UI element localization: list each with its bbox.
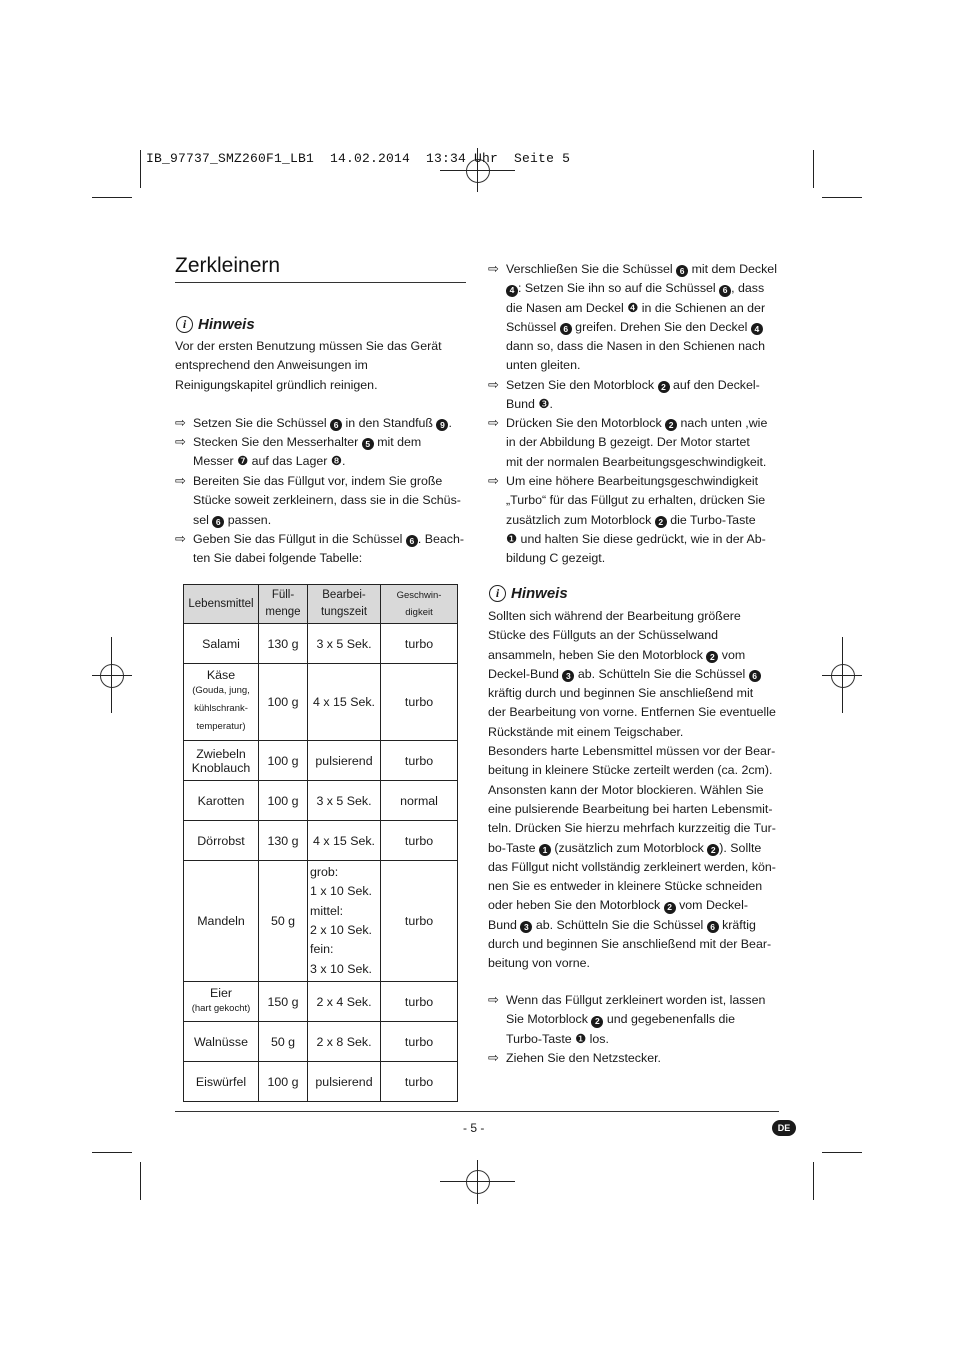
step-item [488,1049,801,1068]
time-cell: 3 x 5 Sek. [308,781,381,821]
left-note-heading-text: Hinweis [198,316,255,333]
title-divider [175,282,466,283]
food-name: Knoblauch [191,760,251,775]
part-number-badge: 2 [591,1016,603,1028]
info-icon: i [489,585,506,602]
food-name: Käse [206,668,236,682]
amount-cell: 100 g [259,1062,308,1102]
registration-line [440,1181,515,1182]
text-line: Besonders harte Lebensmittel müssen vor der Bear- [488,744,776,759]
text-line: teln. Drücken Sie hierzu mehrfach kurzzeitig die Tur- [488,821,776,836]
amount-cell: 100 g [259,741,308,781]
part-number-badge: 4 [506,285,518,297]
time-line: mittel: [310,903,344,918]
food-name: Eier [209,985,233,1000]
time-cell [308,861,381,982]
amount-cell: 50 g [259,861,308,982]
time-cell: 2 x 4 Sek. [308,982,381,1022]
right-note-heading [489,585,568,602]
step-item [488,260,801,376]
step-item [488,414,801,472]
time-line: fein: [310,942,334,957]
text-line: ansammeln, heben Sie den Motorblock 2 vom [488,647,746,662]
registration-line [92,675,132,676]
table-row [184,1062,458,1102]
part-number-badge: 9 [436,419,448,431]
text-line: Drücken Sie den Motorblock 2 nach unten ,wie [506,416,768,430]
speed-cell: turbo [381,982,458,1022]
text-line: unten gleiten. [506,358,581,373]
text-line: Bereiten Sie das Füllgut vor, indem Sie große [193,474,443,488]
food-cell: Dörrobst [184,821,259,861]
text-line: das Füllgut nicht vollständig zerkleinert werden, kön- [488,859,776,874]
registration-line [477,1160,478,1204]
right-note-heading-text: Hinweis [511,585,568,602]
text-line: zusätzlich zum Motorblock 2 die Turbo-Taste [506,512,756,527]
part-number-badge: 3 [562,670,574,682]
text-line: Ansonsten kann der Motor blockieren. Wählen Sie [488,782,764,797]
food-cell: Walnüsse [184,1022,259,1062]
food-note: temperatur) [196,721,246,732]
step-item [488,376,801,415]
text-line: nen Sie es entweder in kleinere Stücke schneiden [488,879,763,894]
text-line: der Bearbeitung von vorne. Entfernen Sie eventuelle [488,705,776,720]
part-number-badge: 2 [706,651,718,663]
table-row [184,982,458,1022]
registration-mark-icon [831,664,855,688]
text-line: Setzen Sie die Schüssel 6 in den Standfuß 9 . [193,416,452,430]
food-name: Zwiebeln [196,746,246,761]
registration-line [440,170,515,171]
print-header: IB_97737_SMZ260F1_LB1 14.02.2014 13:34 Uhr Seite 5 [146,151,571,166]
page-number: - 5 - [463,1121,485,1135]
language-badge: DE [772,1120,796,1136]
text-line: „Turbo“ für das Füllgut zu erhalten, drücken Sie [506,493,766,508]
step-item [488,472,801,568]
text-line: bo-Taste 1 (zusätzlich zum Motorblock 2 ). Sollte [488,840,762,855]
table-row [184,624,458,664]
part-number-badge: 2 [707,844,719,856]
table-row [184,664,458,741]
text-line: Ziehen Sie den Netzstecker. [506,1051,661,1065]
arrow-right-icon: ⇨ [488,377,499,392]
text-line: durch und beginnen Sie anschließend mit der Bear- [488,937,772,952]
text-line: Turbo-Taste ❶ los. [506,1031,609,1046]
text-line: Stücke soweit zerkleinern, dass sie in die Schüs- [193,493,461,508]
registration-mark-icon [466,1170,490,1194]
column-header [308,585,381,624]
text-line: Messer ❼ auf das Lager ❽. [193,454,346,469]
page-title: Zerkleinern [175,254,281,277]
food-cell [184,664,259,741]
part-number-badge: 2 [664,902,676,914]
part-number-badge: 3 [520,921,532,933]
part-number-badge: 6 [719,285,731,297]
arrow-right-icon: ⇨ [488,992,499,1007]
arrow-right-icon: ⇨ [488,261,499,276]
table-row [184,861,458,982]
text-line: Um eine höhere Bearbeitungsgeschwindigkeit [506,474,759,488]
speed-cell: turbo [381,1022,458,1062]
crop-mark [813,1162,814,1200]
step-item [175,472,483,530]
table-row [184,781,458,821]
text-line: Stücke des Füllguts an der Schüsselwand [488,628,719,643]
arrow-right-icon: ⇨ [175,415,186,430]
processing-table [183,584,458,1102]
crop-mark [813,150,814,188]
text-line: mit der normalen Bearbeitungsgeschwindigkeit. [506,454,767,469]
part-number-badge: 6 [560,323,572,335]
crop-mark [140,150,141,188]
text-line: Reinigungskapitel gründlich reinigen. [175,377,378,392]
food-cell: Eiswürfel [184,1062,259,1102]
amount-cell: 130 g [259,821,308,861]
part-number-badge: 6 [330,419,342,431]
text-line: Setzen Sie den Motorblock 2 auf den Deckel- [506,378,760,392]
amount-cell: 50 g [259,1022,308,1062]
step-item [175,433,483,472]
table-row [184,741,458,781]
text-line: Wenn das Füllgut zerkleinert worden ist, lassen [506,993,766,1007]
step-item [175,414,483,433]
time-line: grob: [310,865,339,880]
time-cell: 3 x 5 Sek. [308,624,381,664]
text-line: Vor der ersten Benutzung müssen Sie das Gerät [175,339,442,353]
header-text: digkeit [405,607,433,618]
arrow-right-icon: ⇨ [488,1050,499,1065]
speed-cell: turbo [381,821,458,861]
text-line: Sie Motorblock 2 und gegebenenfalls die [506,1012,735,1027]
header-text: Geschwin- [396,590,442,601]
time-cell: 2 x 8 Sek. [308,1022,381,1062]
crop-mark [92,197,132,198]
text-line: Schüssel 6 greifen. Drehen Sie den Deckel 4 [506,318,801,337]
text-line: 4 : Setzen Sie ihn so auf die Schüssel 6 , dass [506,279,801,298]
text-line: eine pulsierende Bearbeitung bei harten Lebensmit- [488,801,773,816]
registration-line [822,675,862,676]
text-line: Rückstände mit einem Teigschaber. [488,724,684,739]
part-number-badge: 6 [212,516,224,528]
header-text: Bearbei- [322,589,366,601]
food-cell [184,741,259,781]
arrow-right-icon: ⇨ [175,531,186,546]
speed-cell: turbo [381,624,458,664]
part-number-badge: 2 [658,381,670,393]
time-cell: pulsierend [308,741,381,781]
crop-mark [822,197,862,198]
arrow-right-icon: ⇨ [175,434,186,449]
part-number-badge: 1 [539,844,551,856]
food-cell: Salami [184,624,259,664]
info-icon: i [176,316,193,333]
text-line: sel 6 passen. [193,512,272,527]
text-line: beitung von vorne. [488,956,590,971]
step-item [488,991,801,1049]
text-line: kräftig durch und beginnen Sie anschließend mit [488,686,754,701]
text-line: Geben Sie das Füllgut in die Schüssel 6 . Beach- [193,532,464,546]
text-line: entsprechend den Anweisungen im [175,358,368,373]
speed-cell: turbo [381,664,458,741]
column-header [381,585,458,624]
part-number-badge: 2 [665,419,677,431]
time-cell: pulsierend [308,1062,381,1102]
header-text: Lebensmittel [188,597,254,610]
header-text: tungszeit [320,606,368,618]
crop-mark [140,1162,141,1200]
food-cell [184,982,259,1022]
text-line: Stecken Sie den Messerhalter 5 mit dem [193,435,422,449]
registration-mark-icon [100,664,124,688]
arrow-right-icon: ⇨ [488,415,499,430]
amount-cell: 100 g [259,664,308,741]
text-line: ❶ und halten Sie diese gedrückt, wie in der Ab- [506,531,766,546]
step-item [175,530,483,569]
speed-cell: turbo [381,1062,458,1102]
text-line: Bund ❸. [506,397,553,412]
time-line: 2 x 10 Sek. [310,923,372,937]
column-header [259,585,308,624]
crop-mark [822,1152,862,1153]
arrow-right-icon: ⇨ [175,473,186,488]
time-line: 3 x 10 Sek. [310,961,372,976]
text-line: Verschließen Sie die Schüssel 6 mit dem Deckel [506,262,777,276]
food-cell: Mandeln [184,861,259,982]
food-note: (hart gekocht) [191,1002,251,1014]
header-text: Füll- [271,589,295,601]
text-line: Sollten sich während der Bearbeitung größere [488,609,741,623]
part-number-badge: 6 [406,535,418,547]
header-text: menge [265,606,301,618]
amount-cell: 130 g [259,624,308,664]
crop-mark [92,1152,132,1153]
table-row [184,1022,458,1062]
food-cell: Karotten [184,781,259,821]
part-number-badge: 6 [749,670,761,682]
time-cell: 4 x 15 Sek. [308,821,381,861]
time-line: 1 x 10 Sek. [310,884,372,899]
text-line: Deckel-Bund 3 ab. Schütteln Sie die Schüssel 6 [488,665,788,684]
amount-cell: 150 g [259,982,308,1022]
text-line: dann so, dass die Nasen in den Schienen nach [506,339,766,354]
table-row [184,821,458,861]
column-header [184,585,259,624]
food-note: kühlschrank- [194,703,248,714]
text-line: bildung C gezeigt. [506,551,606,566]
right-note-body [488,607,788,974]
text-line: Bund 3 ab. Schütteln Sie die Schüssel 6 kräftig [488,917,756,932]
part-number-badge: 6 [676,265,688,277]
speed-cell: turbo [381,861,458,982]
part-number-badge: 6 [707,921,719,933]
amount-cell: 100 g [259,781,308,821]
speed-cell: normal [381,781,458,821]
left-note-body [175,337,465,395]
text-line: beitung in kleinere Stücke zerteilt werden (ca. 2cm). [488,763,773,778]
arrow-right-icon: ⇨ [488,473,499,488]
text-line: die Nasen am Deckel ❹ in die Schienen an der [506,300,766,315]
left-note-heading [176,316,255,333]
text-line: in der Abbildung B gezeigt. Der Motor startet [506,435,750,450]
part-number-badge: 5 [362,438,374,450]
footer-divider [175,1111,779,1112]
text-line: oder heben Sie den Motorblock 2 vom Deckel- [488,898,748,913]
text-line: ten Sie dabei folgende Tabelle: [193,551,363,566]
part-number-badge: 2 [655,516,667,528]
part-number-badge: 4 [751,323,763,335]
table-header-row [184,585,458,624]
food-note: (Gouda, jung, [192,685,250,696]
speed-cell: turbo [381,741,458,781]
time-cell: 4 x 15 Sek. [308,664,381,741]
